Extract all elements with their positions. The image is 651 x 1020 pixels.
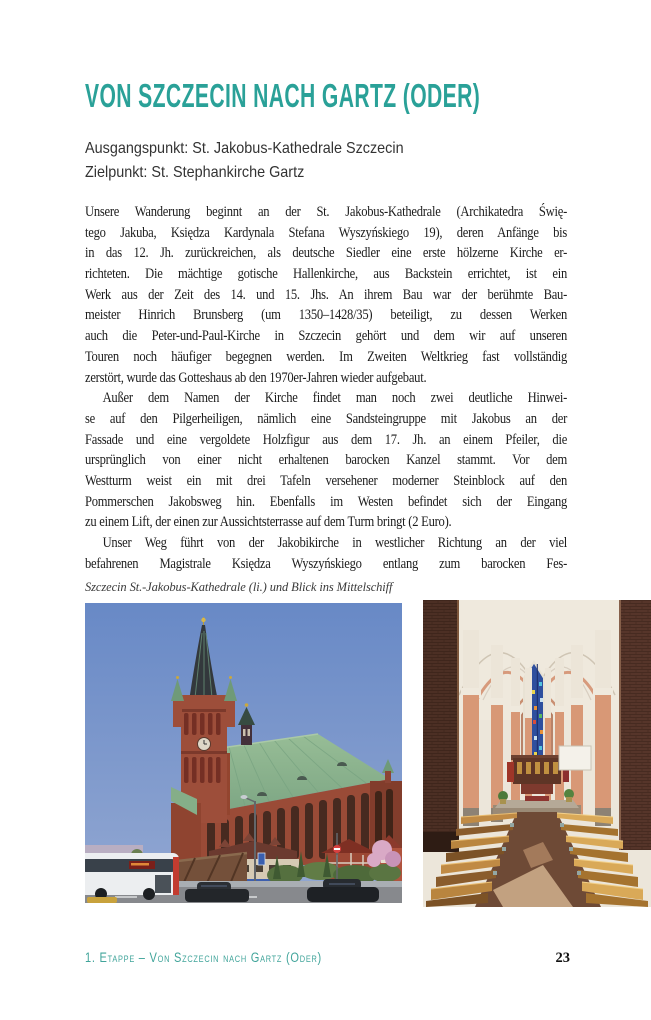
photo-church-interior <box>423 600 651 907</box>
body-text-line: richteten. Die mächtige gotische Hallenkirche, aus Backstein errichtet, ist ein <box>85 266 568 283</box>
body-text-line: se auf den Pilgerheiligen, nämlich eine Sandsteingruppe mit Jakobus an der <box>85 410 568 427</box>
route-start-line: Ausgangspunkt: St. Jakobus-Kathedrale Szczecin <box>85 140 404 157</box>
projection-screen <box>559 746 591 770</box>
body-text-line: befahrenen Magistrale Księdza Wyszyńskiego entlang zum barocken Fes- <box>85 555 568 572</box>
body-text-line: Werk aus der Zeit des 14. und 15. Jhs. An ihrem Bau war der berühmte Bau- <box>85 286 568 303</box>
route-end-line: Zielpunkt: St. Stephankirche Gartz <box>85 163 305 181</box>
brick-pier-right <box>619 600 651 850</box>
body-text-line: ursprünglich von einer nicht erhaltenen barocken Kanzel stammt. Vor dem <box>85 452 568 469</box>
body-text-line: in das 12. Jh. zurückreichen, als deutsche Siedler eine erste hölzerne Kirche er- <box>85 245 568 262</box>
body-paragraph <box>85 533 567 574</box>
colonnade-right <box>545 630 613 826</box>
photo-cathedral-exterior <box>85 603 402 903</box>
body-text <box>85 202 567 574</box>
body-text-line: meister Hinrich Brunsberg (um 1350–1428/35) beteiligt, zu dessen Werken <box>85 307 568 324</box>
body-paragraph <box>85 202 567 388</box>
page-number: 23 <box>555 950 570 966</box>
city-bus <box>85 853 179 900</box>
body-text-line: tego Jakuba, Księdza Kardynala Stefana Wyszyńskiego 19), deren Anfänge bis <box>85 224 568 241</box>
body-text-line: zerstört, wurde das Gotteshaus ab den 1970er-Jahren wieder aufgebaut. <box>85 369 427 386</box>
route-info <box>85 137 404 184</box>
brick-pier-left <box>423 600 459 852</box>
body-text-line: zu einem Lift, der einen zur Aussichtsterrasse auf dem Turm bringt (2 Euro). <box>85 514 452 531</box>
body-text-line: Westturm weist ein mit drei Tafeln versehener moderner Steinblock auf den <box>85 472 568 489</box>
body-text-line: auch die Peter-und-Paul-Kirche in Szczecin gehört und dem wir auf unseren <box>85 328 568 345</box>
body-text-line: Unsere Wanderung beginnt an der St. Jakobus-Kathedrale (Archikatedra Świę- <box>85 204 568 220</box>
footer-chapter-label: 1. Etappe – Von Szczecin nach Gartz (Oder) <box>85 950 322 965</box>
body-text-line: Außer dem Namen der Kirche findet man noch zwei deutliche Hinwei- <box>102 390 568 407</box>
taxi-roof <box>87 897 117 903</box>
body-text-line: Fassade und eine vergoldete Holzfigur aus dem 17. Jh. an einem Pfeiler, die <box>85 431 568 448</box>
body-paragraph <box>85 388 567 533</box>
photo-caption: Szczecin St.-Jakobus-Kathedrale (li.) und Blick ins Mittelschiff <box>85 580 393 594</box>
page-footer <box>85 950 570 967</box>
body-text-line: Unser Weg führt von der Jakobikirche in westlicher Richtung an der viel <box>102 535 568 551</box>
body-text-line: Touren noch häufiger begegnen werden. Im Zweiten Weltkrieg fast vollständig <box>85 348 568 365</box>
chapter-title: VON SZCZECIN NACH GARTZ (ODER) <box>85 77 481 114</box>
body-text-line: Pommerschen Jakobsweg hin. Ebenfalls im Westen befindet sich der Eingang <box>85 493 568 510</box>
